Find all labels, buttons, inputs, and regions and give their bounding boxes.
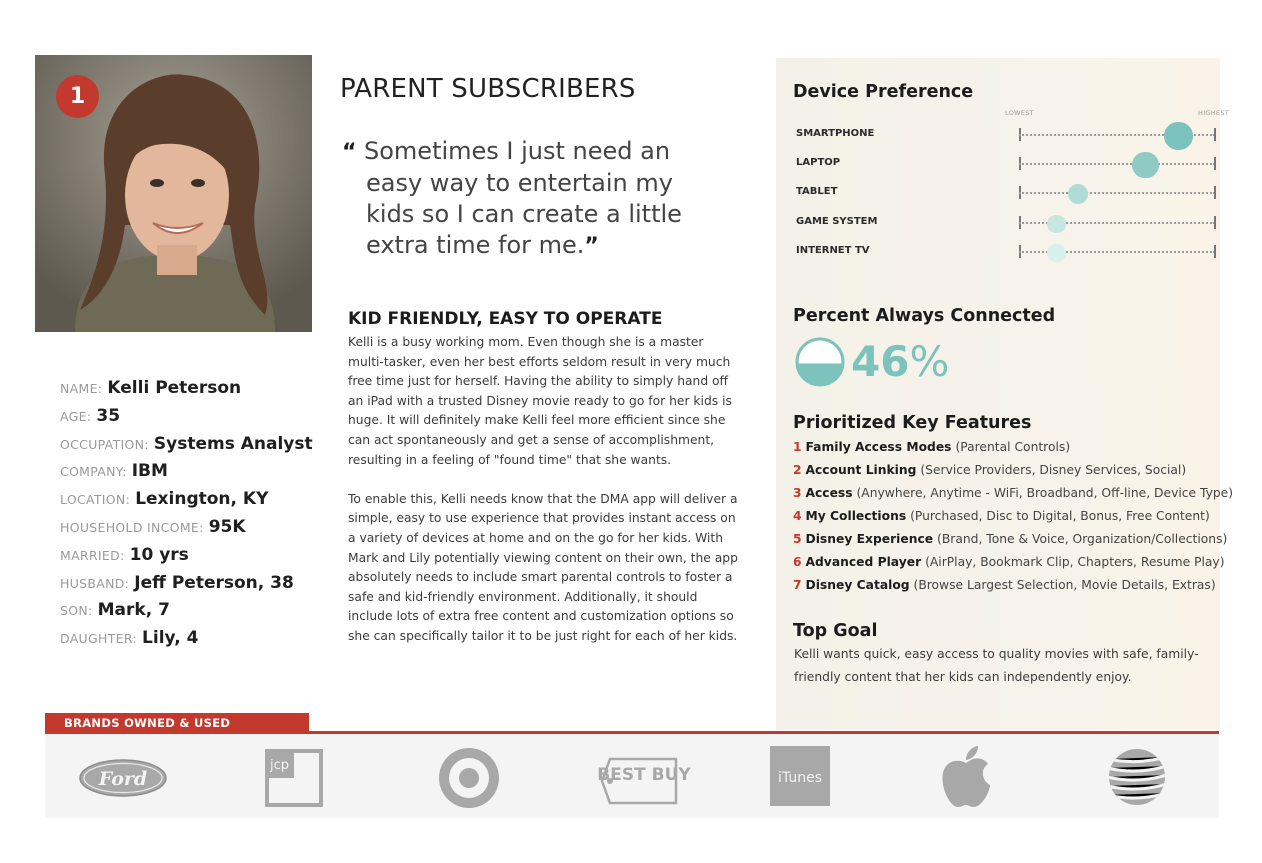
feature-item: 7 Disney Catalog (Browse Largest Selection, Movie Details, Extras): [793, 578, 1216, 592]
device-row: [796, 124, 1220, 144]
fact-son: SON: Mark, 7: [60, 600, 170, 621]
jcp-logo-text: jcp: [269, 758, 290, 773]
feature-item: 1 Family Access Modes (Parental Controls): [793, 440, 1071, 454]
device-preference-heading: Device Preference: [793, 82, 974, 102]
fact-name: NAME: Kelli Peterson: [60, 378, 242, 398]
description-paragraph: Kelli is a busy working mom. Even though she is a master multi-tasker, even her best efforts seldom result in very much free time just for herself. Having the ability to simply hand off an iPad with a trusted Disney movie ready to go for her kids is huge. It will definitely make Kelli feel more efficient since she can act spontaneously and get a sense of accomplishment, resulting in a feeling of "found time" that she wants.: [348, 335, 732, 467]
section-heading: KID FRIENDLY, EASY TO OPERATE: [348, 309, 663, 329]
feature-item: 2 Account Linking (Service Providers, Disney Services, Social): [793, 463, 1187, 477]
device-name: GAME SYSTEM: [796, 216, 878, 227]
device-row: [796, 153, 1220, 173]
preference-marker: [1164, 122, 1193, 151]
persona-description: [348, 333, 740, 666]
scale-end-tick: [1214, 216, 1216, 229]
percent-connected-pie-icon: [795, 337, 845, 387]
percent-connected-heading: Percent Always Connected: [793, 306, 1056, 326]
fact-age: AGE: 35: [60, 405, 121, 426]
feature-item: 5 Disney Experience (Brand, Tone & Voice, Organization/Collections): [793, 532, 1228, 546]
fact-married: MARRIED: 10 yrs: [60, 544, 189, 565]
target-logo: [438, 747, 500, 809]
top-goal-heading: Top Goal: [793, 621, 878, 641]
device-name: TABLET: [796, 186, 838, 197]
device-name: SMARTPHONE: [796, 128, 875, 139]
preference-marker: [1068, 184, 1089, 205]
scale-end-tick: [1214, 157, 1216, 170]
itunes-logo: [770, 746, 830, 806]
apple-logo: [938, 745, 994, 809]
preference-marker: [1047, 215, 1066, 234]
scale-low-label: LOWEST: [1005, 109, 1034, 117]
preference-marker: [1132, 152, 1158, 178]
ford-logo-text: Ford: [98, 768, 148, 790]
page-title: PARENT SUBSCRIBERS: [340, 74, 636, 104]
key-features-list: [793, 436, 1233, 597]
best-buy-logo: [597, 755, 691, 807]
open-quote-icon: “: [342, 140, 357, 165]
scale-end-tick: [1214, 245, 1216, 258]
persona-number-badge: 1: [56, 75, 99, 118]
scale-end-tick: [1214, 186, 1216, 199]
scale-end-tick: [1214, 128, 1216, 141]
preference-marker: [1047, 244, 1066, 263]
scale-high-label: HIGHEST: [1198, 109, 1230, 117]
quote-text: Sometimes I just need an easy way to entertain my kids so I can create a little extra time for me.: [364, 137, 682, 259]
fact-husband: HUSBAND: Jeff Peterson, 38: [60, 572, 294, 593]
device-name: LAPTOP: [796, 157, 841, 168]
ford-logo: [78, 758, 168, 798]
brands-label: BRANDS OWNED & USED: [45, 713, 309, 733]
device-row: [796, 241, 1220, 261]
preference-track: [1019, 192, 1215, 194]
persona-quote: [342, 136, 726, 262]
feature-item: 4 My Collections (Purchased, Disc to Digital, Bonus, Free Content): [793, 509, 1210, 523]
description-paragraph: To enable this, Kelli needs know that the DMA app will deliver a simple, easy to use experience that provides instant access on a variety of devices at home and on the go for her kids. With Mark and Lily potentially viewing content on their own, the app absolutely needs to include smart parental controls to foster a safe and kid-friendly environment. Additionally, it should include lots of extra free content and customization options so she can specifically tailor it to be just right for each of her kids.: [348, 491, 738, 643]
itunes-logo-text: iTunes: [778, 770, 822, 786]
device-name: INTERNET TV: [796, 245, 870, 256]
feature-item: 6 Advanced Player (AirPlay, Bookmark Clip, Chapters, Resume Play): [793, 555, 1225, 569]
best-buy-logo-text: BEST BUY: [597, 765, 691, 785]
fact-daughter: DAUGHTER: Lily, 4: [60, 628, 199, 649]
fact-occupation: OCCUPATION: Systems Analyst: [60, 433, 313, 454]
fact-company: COMPANY: IBM: [60, 461, 168, 482]
preference-track: [1019, 163, 1215, 165]
feature-item: 3 Access (Anywhere, Anytime - WiFi, Broadband, Off-line, Device Type): [793, 486, 1234, 500]
device-row: [796, 182, 1220, 202]
att-logo: [1107, 747, 1167, 807]
fact-household-income: HOUSEHOLD INCOME: 95K: [60, 516, 246, 537]
top-goal-text: Kelli wants quick, easy access to quality movies with safe, family-friendly content that her kids can independently enjoy.: [794, 647, 1199, 684]
percent-connected-value: 46%: [851, 337, 950, 386]
persona-facts: [60, 374, 313, 652]
jcp-logo: [265, 749, 323, 807]
device-row: [796, 212, 1220, 232]
key-features-heading: Prioritized Key Features: [793, 413, 1032, 433]
close-quote-icon: ”: [584, 234, 599, 259]
fact-location: LOCATION: Lexington, KY: [60, 489, 269, 510]
